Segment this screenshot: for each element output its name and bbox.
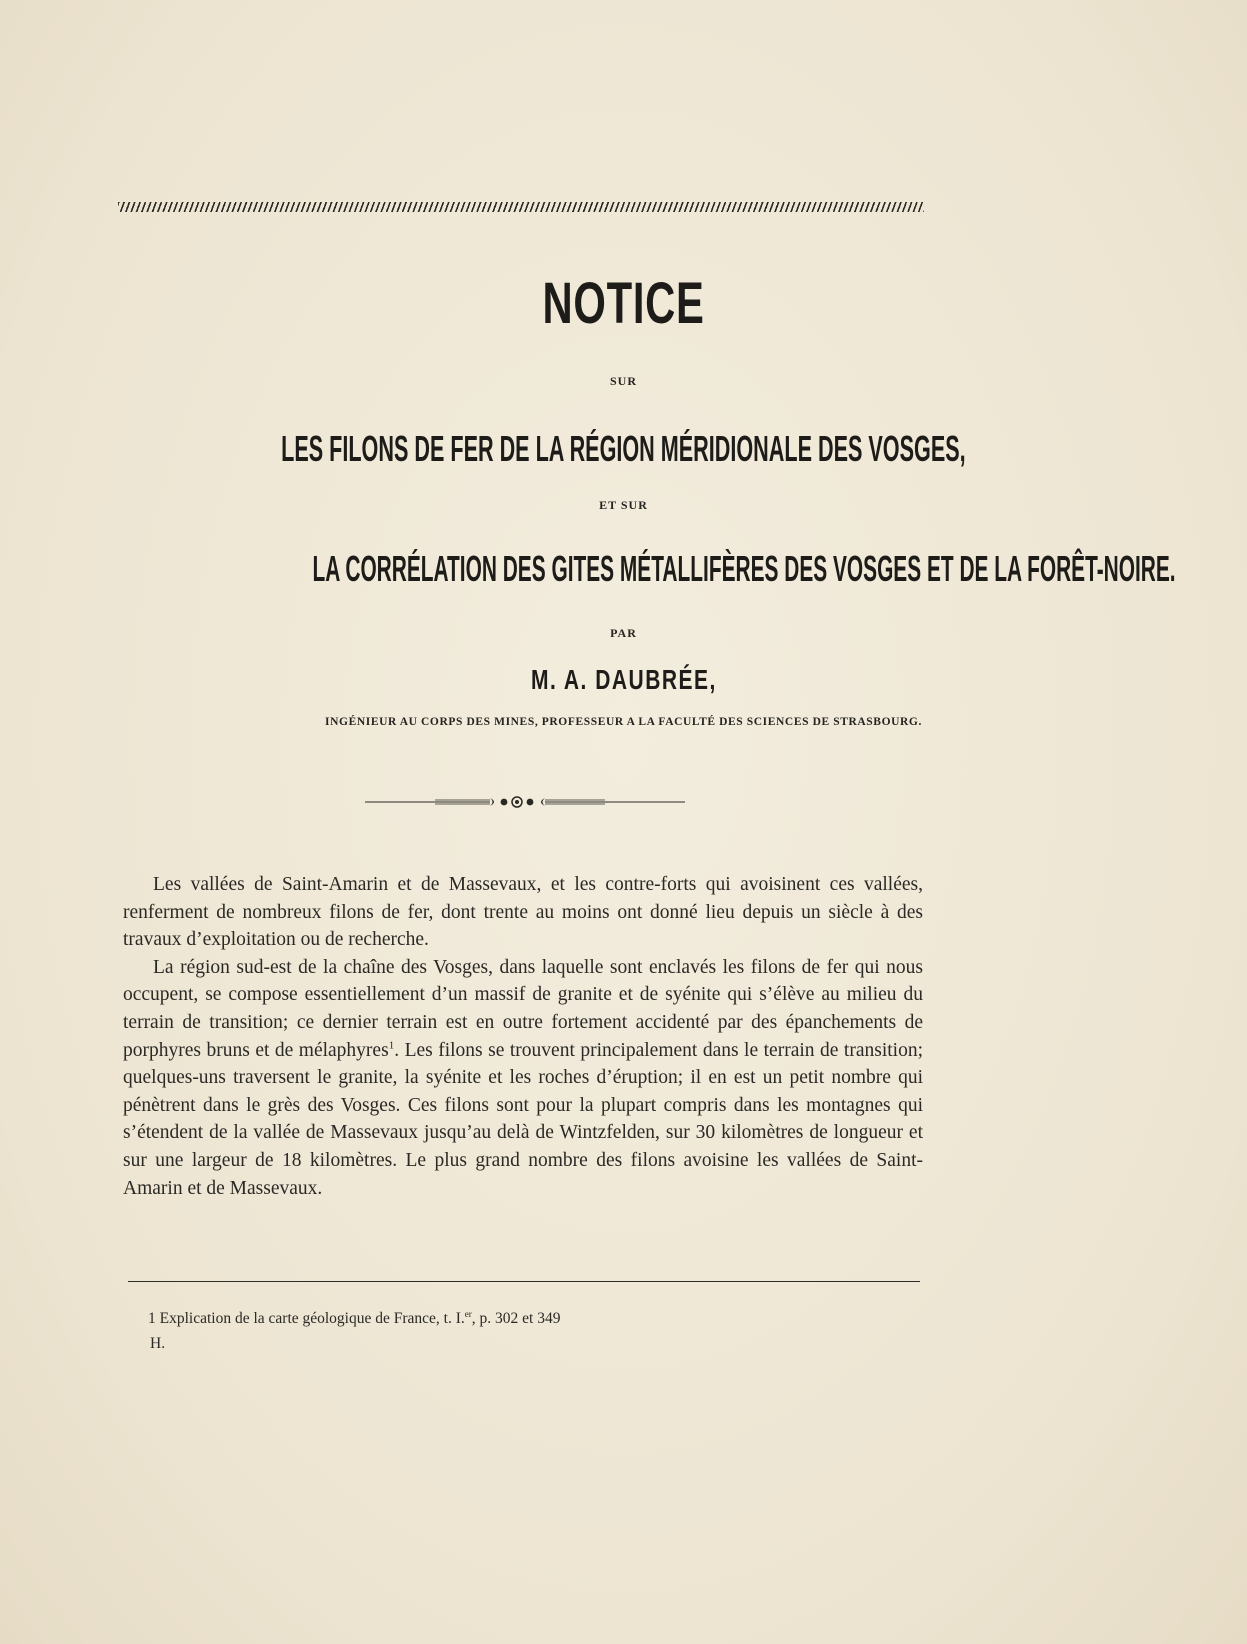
body-paragraph-2-part-1: La région sud-est de la chaîne des Vosges, dans laquelle sont enclavés les filons de fer qui nous occupent, se compose essentiellement d’un massif de granite et de syénite qui s’élève au milieu du terrain de transition; ce dernier terrain est en outre fortement accidenté par des épanchements de porphyres bruns et de mélaphyres (123, 956, 923, 1061)
connector-et-sur: ET SUR (599, 498, 648, 512)
subtitle-iron-veins-text: LES FILONS DE FER DE LA RÉGION MÉRIDIONALE DES VOSGES, (281, 428, 966, 469)
author-name-text: M. A. DAUBRÉE, (530, 664, 717, 695)
footnote-pages: , p. 302 et 349 (471, 1310, 561, 1328)
footnote-line (148, 1302, 560, 1331)
footnote-separator (128, 1281, 920, 1282)
main-title (0, 270, 1247, 337)
body-paragraph-2-part-2: . Les filons se trouvent principalement dans le terrain de transition; quelques-uns traversent le granite, la syénite et les roches d’éruption; il en est un petit nombre qui pénètrent dans le grès des Vosges. Ces filons sont pour la plupart compris dans les montagnes qui s’étendent de la vallée de Massevaux jusqu’au delà de Wintzfelden, sur 30 kilomètres de longueur et sur une largeur de 18 kilomètres. Le plus grand nombre des filons avoisine les vallées de Saint-Amarin et de Massevaux. (123, 1039, 923, 1199)
connector-sur: SUR (609, 374, 637, 388)
ornament-divider (365, 795, 685, 809)
top-decorative-rule (118, 202, 924, 212)
footnote-number: 1 (148, 1310, 156, 1328)
body-paragraph-1: Les vallées de Saint-Amarin et de Massevaux, et les contre-forts qui avoisinent ces vallées, renferment de nombreux filons de fer, dont trente au moins ont donné lieu depuis un siècle à des travaux d’exploitation ou de recherche. (123, 874, 923, 951)
author-affiliation: INGÉNIEUR AU CORPS DES MINES, PROFESSEUR A LA FACULTÉ DES SCIENCES DE STRASBOURG. (325, 716, 922, 728)
footnote-signature: H. (150, 1335, 166, 1353)
footnote-reference: 1 (388, 1039, 395, 1052)
subtitle-correlation-text: LA CORRÉLATION DES GITES MÉTALLIFÈRES DES VOSGES ET DE LA FORÊT-NOIRE. (312, 548, 1176, 589)
body-paragraph-2 (123, 954, 923, 1202)
footnote (148, 1302, 560, 1356)
subtitle-correlation (0, 548, 1247, 590)
main-title-text: NOTICE (542, 271, 705, 336)
footnote-superscript: er (464, 1309, 472, 1319)
author-name (0, 664, 1247, 696)
body-text (123, 871, 923, 1202)
connector-par: PAR (610, 626, 637, 640)
subtitle-iron-veins (0, 428, 1247, 470)
footnote-text: Explication de la carte géologique de France, t. I. (159, 1310, 465, 1328)
